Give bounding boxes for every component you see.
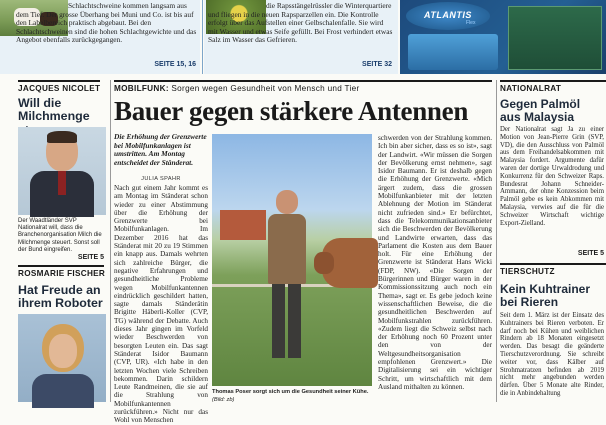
teaser-left-text: Schlachtschweine kommen langsam aus dem Tief. Der grosse Überhang bei Muni und Co. ist bis auf den Labelbereich praktisch abgebaut. Bei den Schlachtschweinen sind die hohen Schlachtgewichte und das Angebot ebenfalls zurückgegangen.: [16, 1, 197, 45]
right-headline-1[interactable]: Gegen Palmöl aus Malaysia: [500, 97, 581, 124]
teaser-left-ref: SEITE 15, 16: [154, 61, 196, 68]
right-body-2: Seit dem 1. März ist der Einsatz des Kuhtrainers bei Rieren verboten. Er darf noch bei Kühen und weiblichen Rindern ab 18 Monaten eingesetzt werden. Das besagt die geänderte Tierschutzverordnung. Sie schreibt weiter vor, dass Kälber auf Strohmatratzen befinden ab 2019 nicht mehr angebunden werden dürfen. Über 5 Monate alte Rinder, die in Anbindehaltung: [500, 312, 604, 397]
banner-logo: ATLANTIS: [424, 10, 472, 20]
photo-caption: [212, 389, 374, 404]
right-body-1: Der Nationalrat sagt Ja zu einer Motion von Jean-Pierre Grin (SVP, VD), die den Ausschluss von Palmöl aus dem Freihandelsabkommen mit Malaysia fordert. Argumente dafür waren der dortige Urwaldrodung und Konkurrenz für den Schweizer Raps. Bundesrat Johann Schneider-Ammann, der ohne Konzession beim Palmöl gebe es kein Abkommen mit Malaysia, verwies auf die für die Schweizer Wirtschaft wichtige Export-Zielland.: [500, 126, 604, 227]
main-headline[interactable]: Bauer gegen stärkere Antennen: [114, 96, 469, 126]
main-kicker: [114, 84, 360, 93]
farmer: [264, 190, 310, 360]
cow-head: [314, 252, 334, 274]
teaser-middle-text: die Rapsstängelrüssler die Winterquartiere und fliegen in die neuen Rapsparzellen ein. Die Kontrolle erfolgt über das Aufstellen einer Gelbschalenfalle. Sie wird mit Wasser und etwas Seife gefüllt. Bei Frost verhindert etwas Salz im Wasser das Gefrieren.: [208, 1, 393, 45]
left-headline-1[interactable]: Will die Milchmenge: [18, 96, 90, 124]
right-section-1: NATIONALRAT: [500, 84, 562, 93]
barn: [220, 210, 266, 240]
teaser-middle-ref: SEITE 32: [362, 61, 392, 68]
main-byline: JULIA SPAHR: [141, 176, 181, 182]
left-author-2: ROSMARIE FISCHER: [18, 269, 106, 278]
photo-caption-text: Thomas Poser sorgt sich um die Gesundheit seiner Kühe.: [212, 389, 369, 395]
main-kicker-sub: Sorgen wegen Gesundheit von Mensch und Tier: [171, 84, 360, 93]
nicolet-portrait: [18, 127, 106, 215]
photo-credit: (Bild: zb): [212, 396, 235, 403]
banner-machine: [408, 34, 498, 70]
main-kicker-label: MOBILFUNK:: [114, 84, 169, 93]
main-body-col1: Nach gut einem Jahr kommt es am Montag im Ständerat schon wieder zu einer Abstimmung über die Erhöhung der Grenzwerte bei Mobilfunkanlagen. Im Dezember 2016 hat das Ständerat mit 20 zu 19 Stimmen ein knapp aus. Damals wehrten sich zahlreiche Bürger, die negative Erfahrungen und gesundheitliche Probleme wegen Mobilfunkantennen eindrücklich geschildert hatten, sagte damals Ständerätin Brigitte Häberli-Koller (CVP, TG) während der Debatte. Auch dieses Jahr gingen im Vorfeld wieder Beschwerden von besorgten Leuten ein. Das sagt Ständerat Isidor Baumann (CVP, UR). «Ich habe in den letzten Wochen viele Schreiben bekommen. Darin schildern Leute Randmeinen, die sie auf die Strahlung von Mobilfunkantennen zurückführen.» Nicht nur das Wohl von Menschen: [114, 184, 208, 425]
banner-image: [508, 6, 602, 70]
main-lead: Die Erhöhung der Grenzwerte bei Mobilfunkanlagen ist umstritten. Am Montag entscheidet der Ständerat.: [114, 132, 207, 167]
farmer-photo: [212, 134, 372, 386]
main-body-col2: schwerden von der Strahlung kommen. Ich bin aber sicher, dass es so ist», sagt der Landwirt. «Wir müssen die Sorgen der Bevölkerung ernst nehmen», sagt Isidor Baumann. Er ist deshalb gegen die Erhöhung der Grenzwerte. «Mich ärgert zudem, dass die grossen Mobilfunkanbieter mit der letzten Ablehnung der Motion im Ständerat nicht zufrieden sind.» Er befürchtet, dass die Telekommunikationsanbieter sich die Beschwerden der Bevölkerung und Landwirte erwarten, dass das Parlament die Kosten aus dem Bauer holt. Für eine Erhöhung der Grenzwerte ist Ständerat Hans Wicki (FDP, NW). «Die Sorgen der Bürgerinnen und Bürger waren in der Kommissionssitzung auch noch ein Thema», sagt er. Es gebe jedoch keine wissenschaftlichen Beweise, die die gesundheitlichen Beschwerden auf Mobilfunkstrahlen zurückführen. «Zudem liegt die Schweiz selbst nach der Erhöhung noch 60 Prozent unter den von der Weltgesundheitsorganisation empfohlenen Grenzwert.» Die Digitalisierung sei ein wichtiger Schritt, um wirtschaftlich mit dem Ausland mithalten zu können.: [378, 134, 492, 391]
atlantis-banner[interactable]: [400, 0, 606, 74]
left-caption-1: Der Waadtländer SVP Nationalrat will, dass die Branchenorganisation Milch die Milchmenge steuert. Sonst soll der Bund eingreifen.: [18, 218, 102, 253]
right-ref-1: SEITE 5: [577, 250, 604, 257]
fischer-portrait: [18, 314, 106, 402]
right-headline-2[interactable]: Kein Kuhtrainer bei Rieren: [500, 282, 591, 309]
left-ref-1: SEITE 5: [77, 254, 104, 261]
left-headline-2[interactable]: Hat Freude an ihrem Roboter: [18, 283, 103, 311]
teaser-left: [0, 0, 200, 74]
left-author-1: JACQUES NICOLET: [18, 84, 101, 93]
teaser-middle: [204, 0, 398, 74]
right-section-2: TIERSCHUTZ: [500, 267, 555, 276]
banner-logo-sub: Flex: [466, 20, 476, 26]
